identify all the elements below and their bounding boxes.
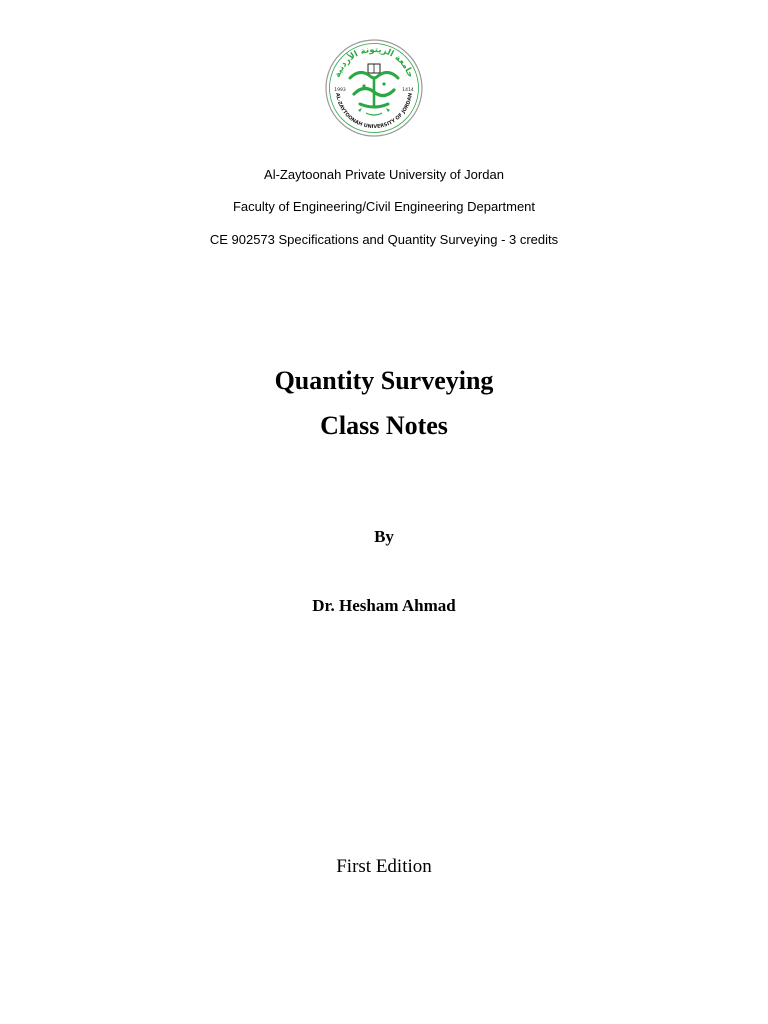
logo-english-text: AL-ZAYTOONAH UNIVERSITY OF JORDAN [334, 92, 414, 131]
document-subtitle: Class Notes [320, 411, 448, 440]
university-name: Al-Zaytoonah Private University of Jordan [264, 167, 504, 182]
author-name: Dr. Hesham Ahmad [312, 596, 456, 615]
by-label: By [374, 527, 394, 546]
logo-year-left: 1993 [334, 88, 346, 93]
edition-label: First Edition [336, 856, 432, 877]
logo-year-right: 1414 [402, 88, 414, 93]
document-title: Quantity Surveying [274, 366, 494, 395]
university-logo [324, 38, 424, 138]
logo-arabic-text: جامعة الزيتونة الأردنية [332, 44, 416, 80]
course-line: CE 902573 Specifications and Quantity Surveying - 3 credits [209, 232, 559, 247]
faculty-name: Faculty of Engineering/Civil Engineering Department [232, 199, 536, 214]
